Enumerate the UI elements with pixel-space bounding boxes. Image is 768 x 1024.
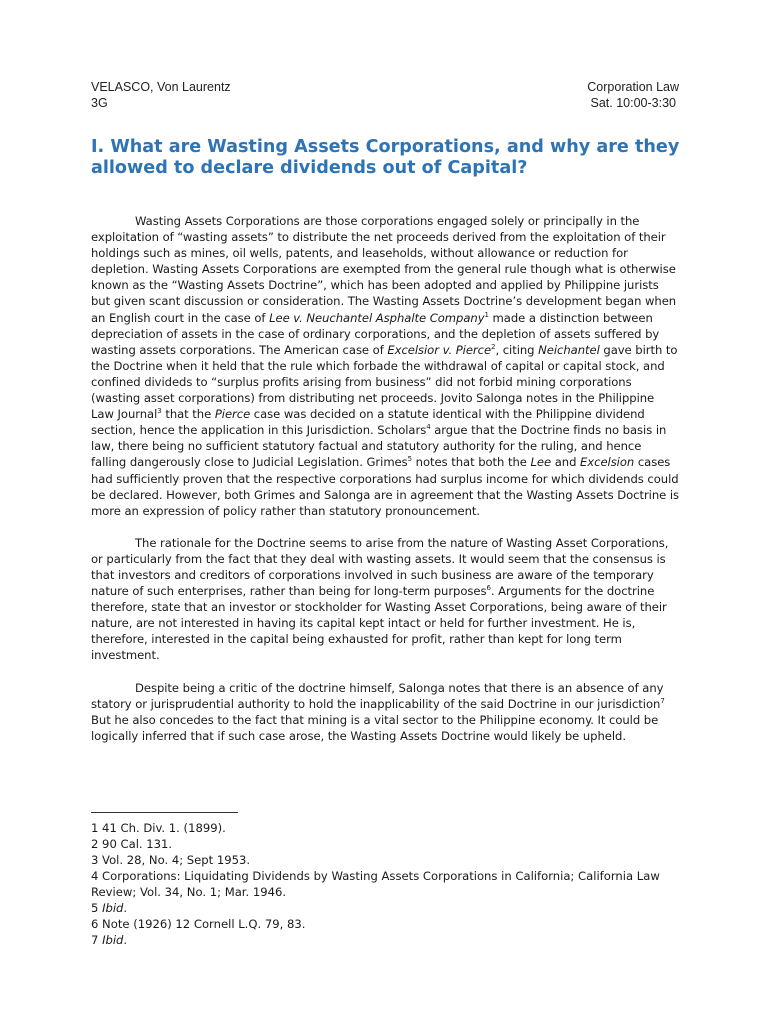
document-title: I. What are Wasting Assets Corporations, and why are they allowed to declare dividends out of Capital? bbox=[91, 137, 680, 178]
footnote-3: 3 Vol. 28, No. 4; Sept 1953. bbox=[91, 853, 251, 867]
footnote-7 bbox=[91, 932, 679, 948]
text-run: , citing bbox=[495, 342, 539, 357]
text-run: . Arguments for the doctrine therefore, state that an investor or stockholder for Wasting Asset Corporations, being aware of their nature, are not interested in having its capital kept intact or held for further investment. He is, therefore, interested in the capital being exhausted for profit, rather than kept for long term investment. bbox=[91, 584, 667, 663]
footnote-2: 2 90 Cal. 131. bbox=[91, 837, 173, 851]
footnote-number: 7 bbox=[91, 933, 103, 947]
header-left bbox=[91, 79, 231, 111]
text-run: made a distinction between depreciation of assets in the case of ordinary corporations, and the depletion of assets suffered by wasting assets corporations. The American case of bbox=[91, 310, 660, 357]
text-run: cases had sufficiently proven that the respective corporations had surplus income for which dividends could be declared. However, both Grimes and Salonga are in agreement that the Wasting Assets Doctrine is more an expression of policy rather than statutory pronouncement. bbox=[91, 455, 680, 518]
case-name: Pierce bbox=[214, 407, 251, 422]
text-run: Despite being a critic of the doctrine himself, Salonga notes that there is an absence of any statory or jurisprudential authority to hold the inapplicability of the said Doctrine in our jurisdiction bbox=[91, 680, 664, 711]
case-name: Neichantel bbox=[538, 342, 600, 357]
footnote-ibid: Ibid bbox=[102, 901, 124, 915]
case-name: Excelsion bbox=[580, 455, 635, 470]
class-schedule: Sat. 10:00-3:30 bbox=[590, 96, 676, 110]
course-name: Corporation Law bbox=[587, 80, 679, 94]
case-name: Lee v. Neuchantel Asphalte Company bbox=[269, 310, 485, 325]
paragraph-2 bbox=[91, 535, 679, 664]
footnote-ref: 3 bbox=[157, 407, 162, 416]
footnote-ref: 6 bbox=[486, 584, 491, 593]
document-body bbox=[91, 213, 679, 760]
footnote-ref: 1 bbox=[484, 310, 489, 319]
text-run: Wasting Assets Corporations are those corporations engaged solely or principally in the exploitation of “wasting assets” to distribute the net proceeds derived from the exploitation of their holdings such as mines, oil wells, patents, and leaseholds, without allowance or reduction for depletion. Wasting Assets Corporations are exempted from the general rule though what is otherwise known as the “Wasting Assets Doctrine”, which has been adopted and applied by Philippine jurists but given scant discussion or consideration. The Wasting Assets Doctrine’s development began when an English court in the case of bbox=[91, 214, 677, 325]
text-run: But he also concedes to the fact that mining is a vital sector to the Philippine economy. It could be logically inferred that if such case arose, the Wasting Assets Doctrine would likely be upheld. bbox=[91, 712, 659, 743]
text-run: and bbox=[551, 455, 581, 470]
case-name: Excelsior v. Pierce bbox=[387, 342, 492, 357]
footnote-ref: 4 bbox=[426, 423, 431, 432]
header-right bbox=[587, 79, 679, 111]
footnote-1: 1 41 Ch. Div. 1. (1899). bbox=[91, 821, 226, 835]
paragraph-1 bbox=[91, 213, 679, 519]
footnote-ref: 7 bbox=[660, 696, 665, 705]
footnotes bbox=[91, 820, 679, 948]
footnote-6: 6 Note (1926) 12 Cornell L.Q. 79, 83. bbox=[91, 917, 306, 931]
footnote-5 bbox=[91, 900, 679, 916]
text-run: gave birth to the Doctrine when it held that the rule which forbade the withdrawal of capital or capital stock, and confined divideds to “surplus profits arising from business” did not forbid mining corporations (wasting asset corporations) from distributing net proceeds. Jovito Salonga notes in the Philippine Law Journal bbox=[91, 342, 678, 422]
footnote-end: . bbox=[123, 933, 128, 947]
author-name: VELASCO, Von Laurentz bbox=[91, 80, 231, 94]
footnote-number: 5 bbox=[91, 901, 103, 915]
author-section: 3G bbox=[91, 96, 108, 110]
footnote-ibid: Ibid bbox=[102, 933, 124, 947]
footnote-ref: 5 bbox=[407, 455, 413, 464]
text-run: that the bbox=[161, 407, 215, 422]
text-run: The rationale for the Doctrine seems to arise from the nature of Wasting Asset Corporations, or particularly from the fact that they deal with wasting assets. It would seem that the consensus is that investors and creditors of corporations involved in such business are aware of the temporary nature of such enterprises, rather than being for long-term purposes bbox=[91, 535, 669, 599]
paragraph-3 bbox=[91, 680, 679, 744]
footnote-4: 4 Corporations: Liquidating Dividends by Wasting Assets Corporations in California; California Law Review; Vol. 34, No. 1; Mar. 1946. bbox=[91, 869, 660, 899]
text-run: notes that both the bbox=[412, 455, 531, 470]
footnote-ref: 2 bbox=[491, 342, 496, 351]
footnote-separator bbox=[91, 812, 238, 813]
text-run: argue that the Doctrine finds no basis in law, there being no sufficient statutory factual and statutory authority for the ruling, and hence falling dangerously close to Judicial Legislation. Grimes bbox=[91, 423, 667, 470]
case-name: Lee bbox=[530, 455, 552, 470]
text-run: case was decided on a statute identical with the Philippine dividend section, hence the application in this Jurisdiction. Scholars bbox=[91, 407, 645, 438]
footnote-end: . bbox=[123, 901, 128, 915]
